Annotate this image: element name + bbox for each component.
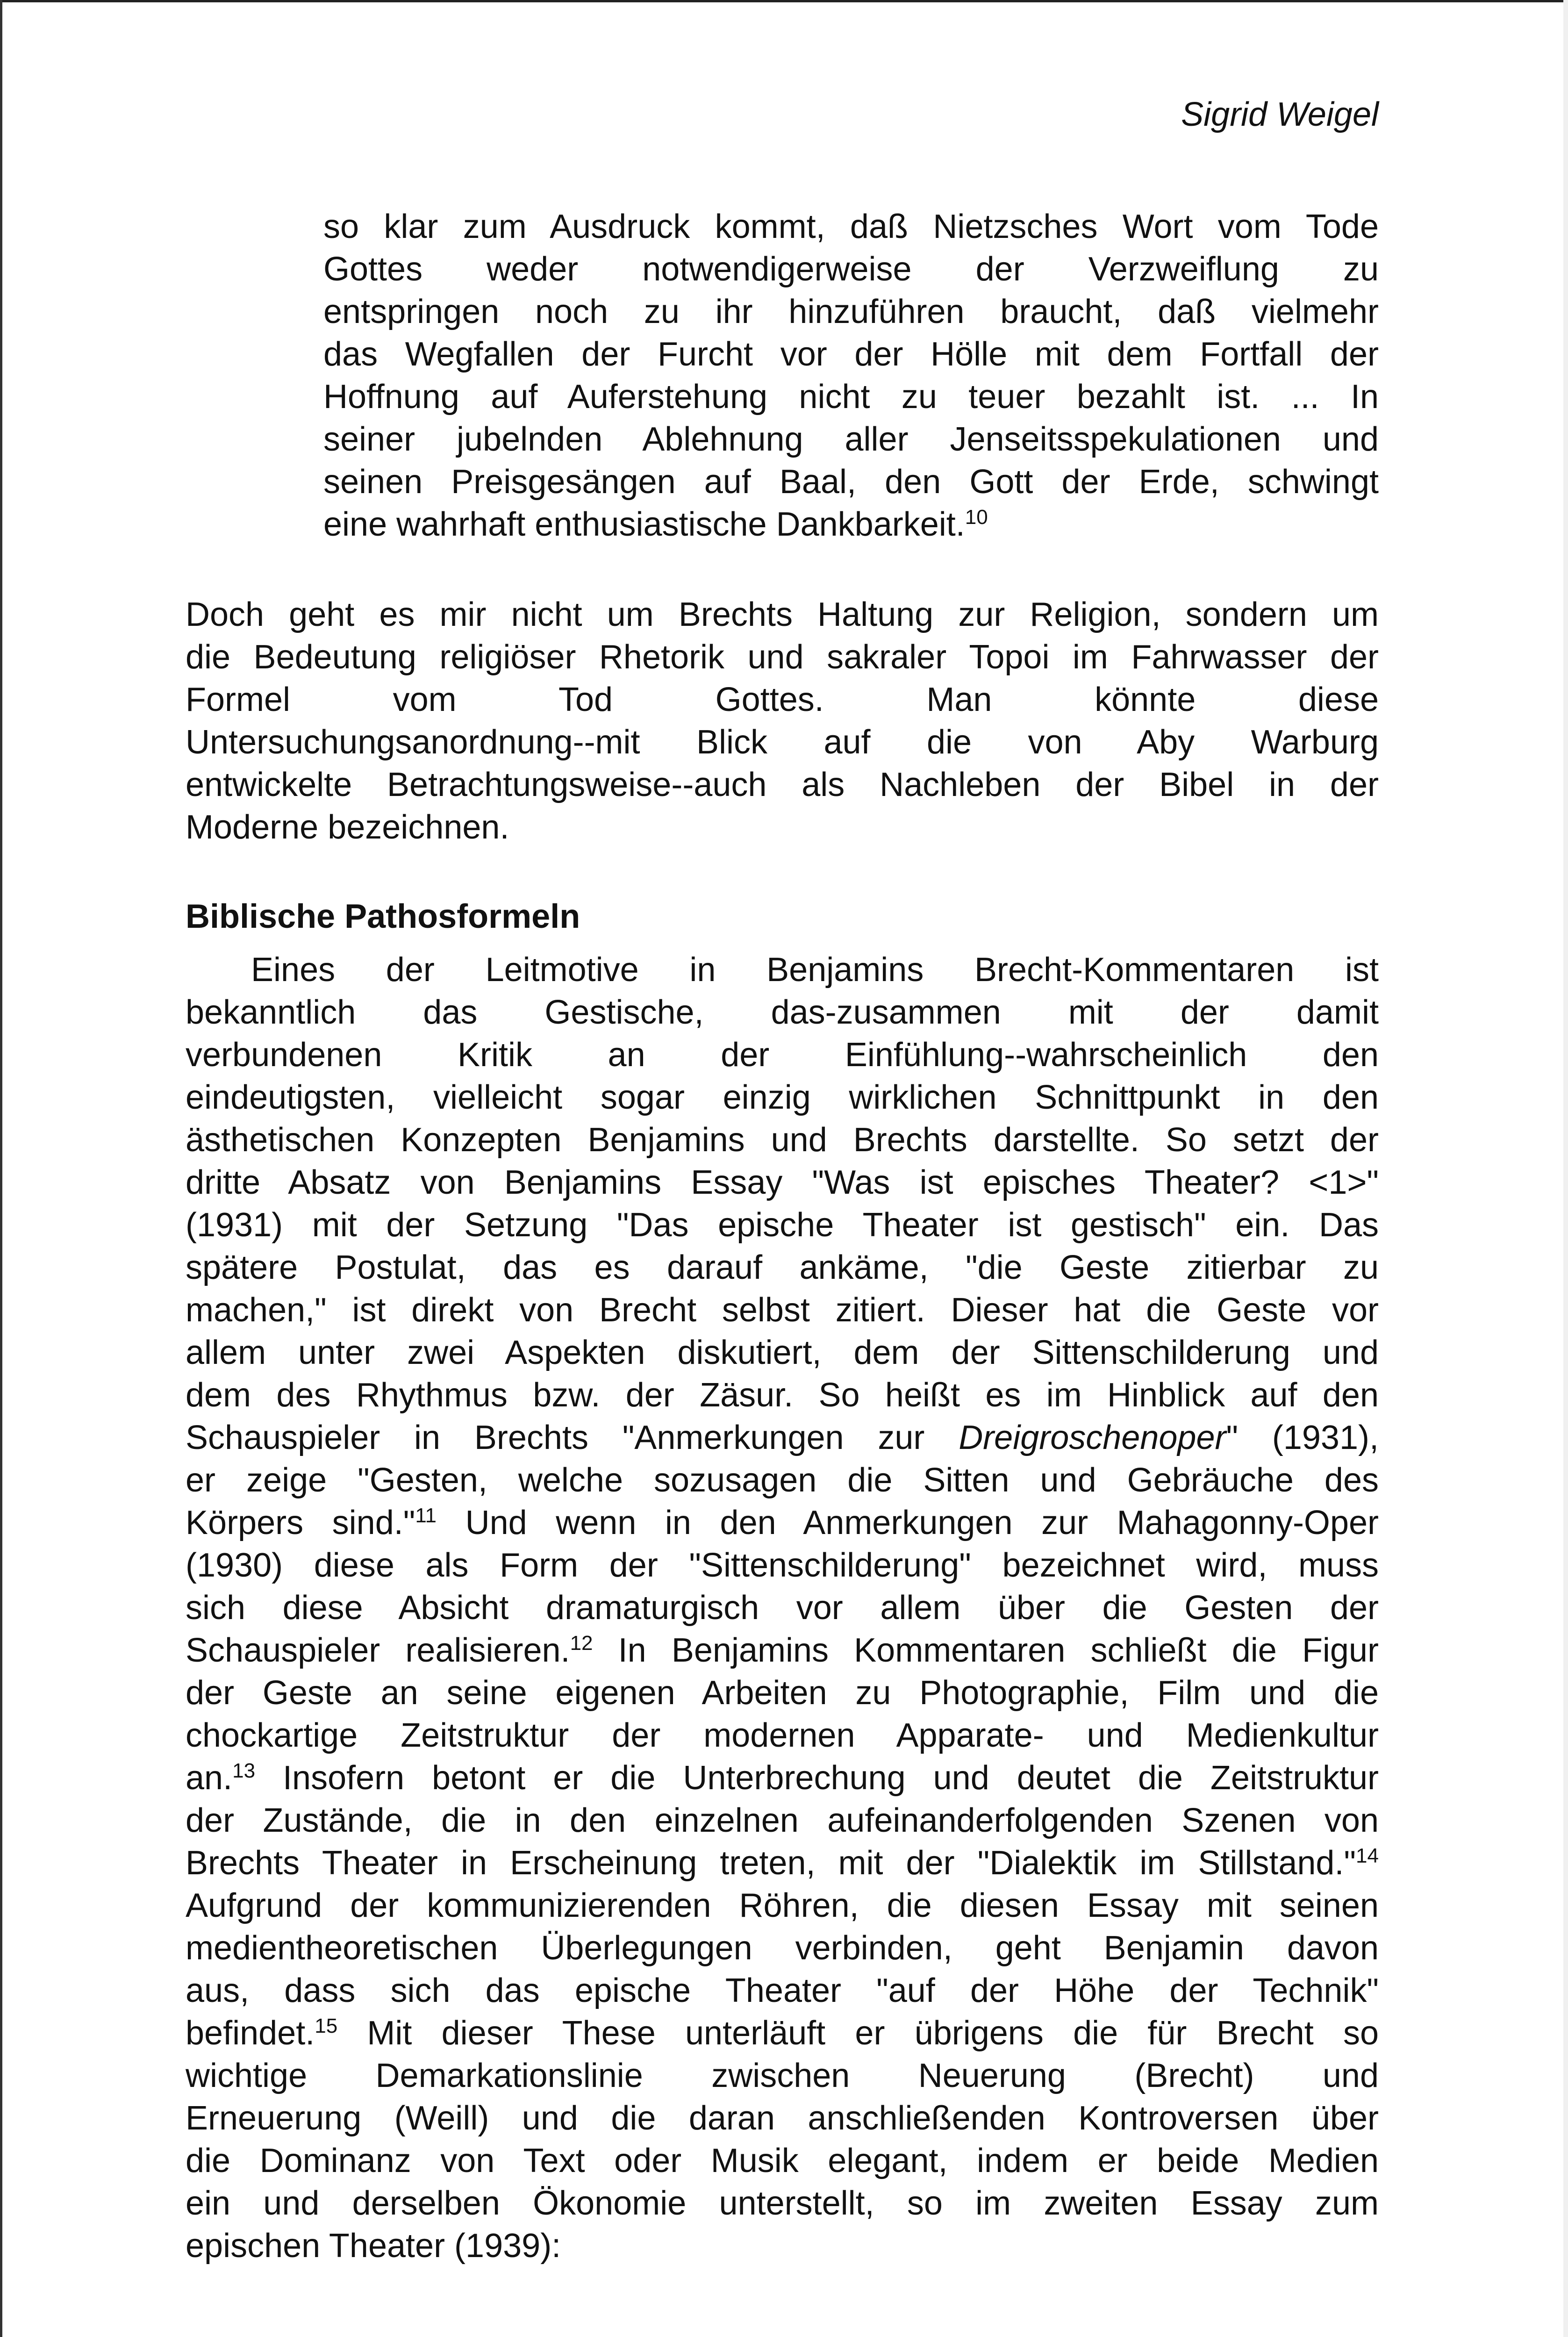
- line-text: an.: [186, 1759, 233, 1797]
- title-italic: Dreigroschenoper: [959, 1419, 1226, 1456]
- paragraph-line: [186, 2012, 1379, 2055]
- quote-line: seinen Preisgesängen auf Baal, den Gott der Erde, schwingt: [323, 463, 1379, 501]
- paragraph-line: medientheoretischen Überlegungen verbinden, geht Benjamin davon: [186, 1929, 1379, 1967]
- footnote-ref: 12: [570, 1632, 593, 1655]
- scan-edge-left: [0, 0, 2, 2337]
- paragraph-line: die Bedeutung religiöser Rhetorik und sakraler Topoi im Fahrwasser der: [186, 638, 1379, 676]
- paragraph-1: [186, 594, 1379, 849]
- paragraph-line: der Zustände, die in den einzelnen aufeinanderfolgenden Szenen von: [186, 1802, 1379, 1839]
- paragraph-line: [186, 1502, 1379, 1544]
- paragraph-line: entwickelte Betrachtungsweise--auch als Nachleben der Bibel in der: [186, 766, 1379, 803]
- line-text: Brechts Theater in Erscheinung treten, mit der "Dialektik im Stillstand.": [186, 1844, 1356, 1882]
- paragraph-line: Formel vom Tod Gottes. Man könnte diese: [186, 681, 1379, 718]
- section-heading: Biblische Pathosformeln: [186, 898, 580, 935]
- line-text: Und wenn in den Anmerkungen zur Mahagonny-Oper: [437, 1504, 1379, 1541]
- footnote-ref: 13: [232, 1759, 256, 1782]
- paragraph-line: [186, 1629, 1379, 1672]
- paragraph-line: Moderne bezeichnen.: [186, 809, 509, 846]
- paragraph-line: [186, 1417, 1379, 1459]
- paragraph-line: Aufgrund der kommunizierenden Röhren, die diesen Essay mit seinen: [186, 1887, 1379, 1924]
- paragraph-line: wichtige Demarkationslinie zwischen Neuerung (Brecht) und: [186, 2057, 1379, 2094]
- paragraph-line: der Geste an seine eigenen Arbeiten zu Photographie, Film und die: [186, 1674, 1379, 1712]
- quote-line: so klar zum Ausdruck kommt, daß Nietzsches Wort vom Tode: [323, 208, 1379, 245]
- paragraph-line: Eines der Leitmotive in Benjamins Brecht-Kommentaren ist: [251, 951, 1379, 989]
- paragraph-line: spätere Postulat, das es darauf ankäme, "die Geste zitierbar zu: [186, 1249, 1379, 1286]
- paragraph-line: (1931) mit der Setzung "Das epische Theater ist gestisch" ein. Das: [186, 1206, 1379, 1244]
- scan-edge-top: [0, 0, 1568, 2]
- paragraph-line: sich diese Absicht dramaturgisch vor allem über die Gesten der: [186, 1589, 1379, 1627]
- quote-text: eine wahrhaft enthusiastische Dankbarkeit.: [323, 506, 965, 543]
- paragraph-line: die Dominanz von Text oder Musik elegant, indem er beide Medien: [186, 2142, 1379, 2179]
- line-text: Insofern betont er die Unterbrechung und deutet die Zeitstruktur: [255, 1759, 1379, 1797]
- line-text: Schauspieler in Brechts "Anmerkungen zur: [186, 1419, 959, 1456]
- paragraph-line: er zeige "Gesten, welche sozusagen die Sitten und Gebräuche des: [186, 1462, 1379, 1499]
- paragraph-line: allem unter zwei Aspekten diskutiert, dem der Sittenschilderung und: [186, 1334, 1379, 1371]
- paragraph-line: ästhetischen Konzepten Benjamins und Brechts darstellte. So setzt der: [186, 1121, 1379, 1159]
- block-quote: [323, 206, 1379, 546]
- paragraph-line: eindeutigsten, vielleicht sogar einzig wirklichen Schnittpunkt in den: [186, 1079, 1379, 1116]
- quote-line: seiner jubelnden Ablehnung aller Jenseitsspekulationen und: [323, 421, 1379, 458]
- footnote-ref: 11: [415, 1504, 437, 1527]
- paragraph-line: (1930) diese als Form der "Sittenschilderung" bezeichnet wird, muss: [186, 1547, 1379, 1584]
- footnote-ref: 10: [965, 506, 988, 529]
- paragraph-line: dritte Absatz von Benjamins Essay "Was ist episches Theater? <1>": [186, 1164, 1379, 1201]
- paragraph-line: Erneuerung (Weill) und die daran anschließenden Kontroversen über: [186, 2100, 1379, 2137]
- paragraph-line: bekanntlich das Gestische, das-zusammen mit der damit: [186, 994, 1379, 1031]
- running-head: Sigrid Weigel: [1181, 96, 1379, 133]
- paragraph-line: chockartige Zeitstruktur der modernen Apparate- und Medienkultur: [186, 1717, 1379, 1754]
- line-text: Mit dieser These unterläuft er übrigens die für Brecht so: [337, 2014, 1379, 2052]
- paragraph-line: [186, 1757, 1379, 1799]
- quote-line: das Wegfallen der Furcht vor der Hölle mit dem Fortfall der: [323, 336, 1379, 373]
- paragraph-line: [186, 1842, 1379, 1885]
- line-text: befindet.: [186, 2014, 315, 2052]
- quote-line: [323, 503, 1379, 546]
- paragraph-line: Untersuchungsanordnung--mit Blick auf die von Aby Warburg: [186, 724, 1379, 761]
- line-text: Körpers sind.": [186, 1504, 415, 1541]
- line-text: In Benjamins Kommentaren schließt die Figur: [593, 1632, 1379, 1669]
- paragraph-line: dem des Rhythmus bzw. der Zäsur. So heißt es im Hinblick auf den: [186, 1376, 1379, 1414]
- paragraph-line: verbundenen Kritik an der Einfühlung--wahrscheinlich den: [186, 1036, 1379, 1074]
- line-text: " (1931),: [1226, 1419, 1379, 1456]
- paragraph-line: Doch geht es mir nicht um Brechts Haltung zur Religion, sondern um: [186, 596, 1379, 633]
- paragraph-2: [186, 949, 1379, 2267]
- quote-line: entspringen noch zu ihr hinzuführen braucht, daß vielmehr: [323, 293, 1379, 330]
- line-text: Schauspieler realisieren.: [186, 1632, 570, 1669]
- scan-edge-right: [1563, 0, 1568, 2337]
- paragraph-line: machen," ist direkt von Brecht selbst zitiert. Dieser hat die Geste vor: [186, 1291, 1379, 1329]
- paragraph-line: ein und derselben Ökonomie unterstellt, so im zweiten Essay zum: [186, 2185, 1379, 2222]
- footnote-ref: 14: [1356, 1844, 1379, 1867]
- footnote-ref: 15: [315, 2014, 338, 2037]
- quote-line: Gottes weder notwendigerweise der Verzweiflung zu: [323, 251, 1379, 288]
- quote-line: Hoffnung auf Auferstehung nicht zu teuer bezahlt ist. ... In: [323, 378, 1379, 416]
- paragraph-line: aus, dass sich das epische Theater "auf der Höhe der Technik": [186, 1972, 1379, 2009]
- paragraph-line: epischen Theater (1939):: [186, 2227, 561, 2265]
